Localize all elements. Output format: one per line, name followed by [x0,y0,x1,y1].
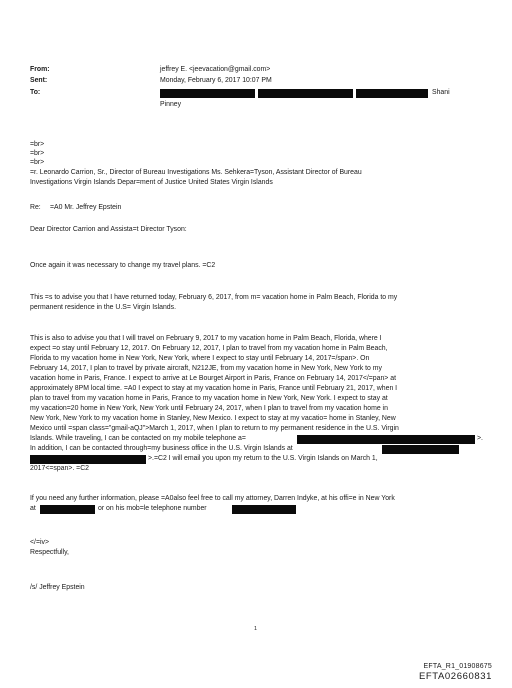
redaction-bar [232,505,296,514]
to-continuation: Pinney [160,101,182,108]
paragraph-3-line: This is also to advise you that I will travel on February 9, 2017 to my vacation home in Palm Beach, Florida, where I [30,335,382,342]
to-label: To: [30,89,41,96]
paragraph-3-line: Mexico until =span class="gmail-aQJ">March 1, 2017, when I plan to return to my permanent residence in the U.S. Virgin [30,425,399,432]
closing: Respectfully, [30,549,69,556]
paragraph-4-line: If you need any further information, please =A0also feel free to call my attorney, Darren Indyke, at his offi=e in New York [30,495,395,502]
paragraph-3-line: February 14, 2017, I plan to travel by private aircraft, N212JE, from my vacation home in New York, New York to my [30,365,382,372]
paragraph-3-line: Islands. While traveling, I can be contacted on my mobile telephone a= [30,435,246,442]
paragraph-3-line: 2017<=span>. =C2 [30,465,90,472]
redaction-bar [160,89,255,98]
paragraph-3-line: In addition, I can be contacted through=my business office in the U.S. Virgin Islands at [30,445,293,452]
paragraph-3-line: approximately 8PM local time. =A0 I expect to stay at my vacation home in Paris, France until February 21, 2017, when I [30,385,398,392]
paragraph-2-line: This =s to advise you that I have returned today, February 6, 2017, from m= vacation home in Palm Beach, Florida to my [30,294,398,301]
addressee-line: =r. Leonardo Carrion, Sr., Director of Bureau Investigations Ms. Sehkera=Tyson, Assistant Director of Bureau [30,169,362,176]
bates-number-small: EFTA_R1_01908675 [423,663,492,670]
closing-tag: </=iv> [30,539,49,546]
redaction-bar [356,89,428,98]
paragraph-3-fragment: >.=C2 I will email you upon my return to the U.S. Virgin Islands on March 1, [148,455,378,462]
redaction-bar [382,445,459,454]
re-label: Re: [30,204,41,211]
paragraph-3-line: vacation home in Paris, France. I expect to arrive at Le Bourget Airport in Paris, France on February 14, 2017</=pan> at [30,375,396,382]
redaction-bar [258,89,353,98]
salutation: Dear Director Carrion and Assista=t Director Tyson: [30,226,187,233]
paragraph-4-fragment: or on his mob=le telephone number [98,505,207,512]
paragraph-3-line: New York, New York to my vacation home in Stanley, New Mexico. I expect to stay at my vacatio= home in Stanley, New [30,415,396,422]
br-line: =br> [30,141,45,148]
to-suffix: Shani [432,89,450,96]
addressee-line: Investigations Virgin Islands Depar=ment of Justice United States Virgin Islands [30,179,273,186]
br-line: =br> [30,159,45,166]
paragraph-2-line: permanent residence in the U.S= Virgin Islands. [30,304,176,311]
redaction-bar [297,435,475,444]
paragraph-4-fragment: at [30,505,36,512]
re-value: =A0 Mr. Jeffrey Epstein [50,204,122,211]
paragraph-3-line: my vacation=20 home in New York, New York until February 24, 2017, when I plan to travel from my vacation home in [30,405,388,412]
redaction-bar [30,455,146,464]
from-label: From: [30,66,50,73]
sent-value: Monday, February 6, 2017 10:07 PM [160,77,272,84]
paragraph-3-line: expect =o stay until February 12, 2017. On February 12, 2017, I plan to travel from my vacation home in Palm Beach, [30,345,388,352]
paragraph-3-line: Florida to my vacation home in New York, New York, where I expect to stay until February 14, 2017=/span>. On [30,355,370,362]
bates-number-large: EFTA02660831 [418,671,492,682]
page-number: 1 [254,626,258,632]
paragraph-3-line: plan to travel from my vacation home in Paris, France to my vacation home in New York, New York. I expect to stay at [30,395,388,402]
from-value: jeffrey E. <jeevacation@gmail.com> [160,66,271,73]
redaction-bar [40,505,95,514]
signature: /s/ Jeffrey Epstein [30,584,85,591]
sent-label: Sent: [30,77,48,84]
br-line: =br> [30,150,45,157]
paragraph-1: Once again it was necessary to change my travel plans. =C2 [30,262,216,269]
paragraph-3-fragment: >. [477,435,483,442]
